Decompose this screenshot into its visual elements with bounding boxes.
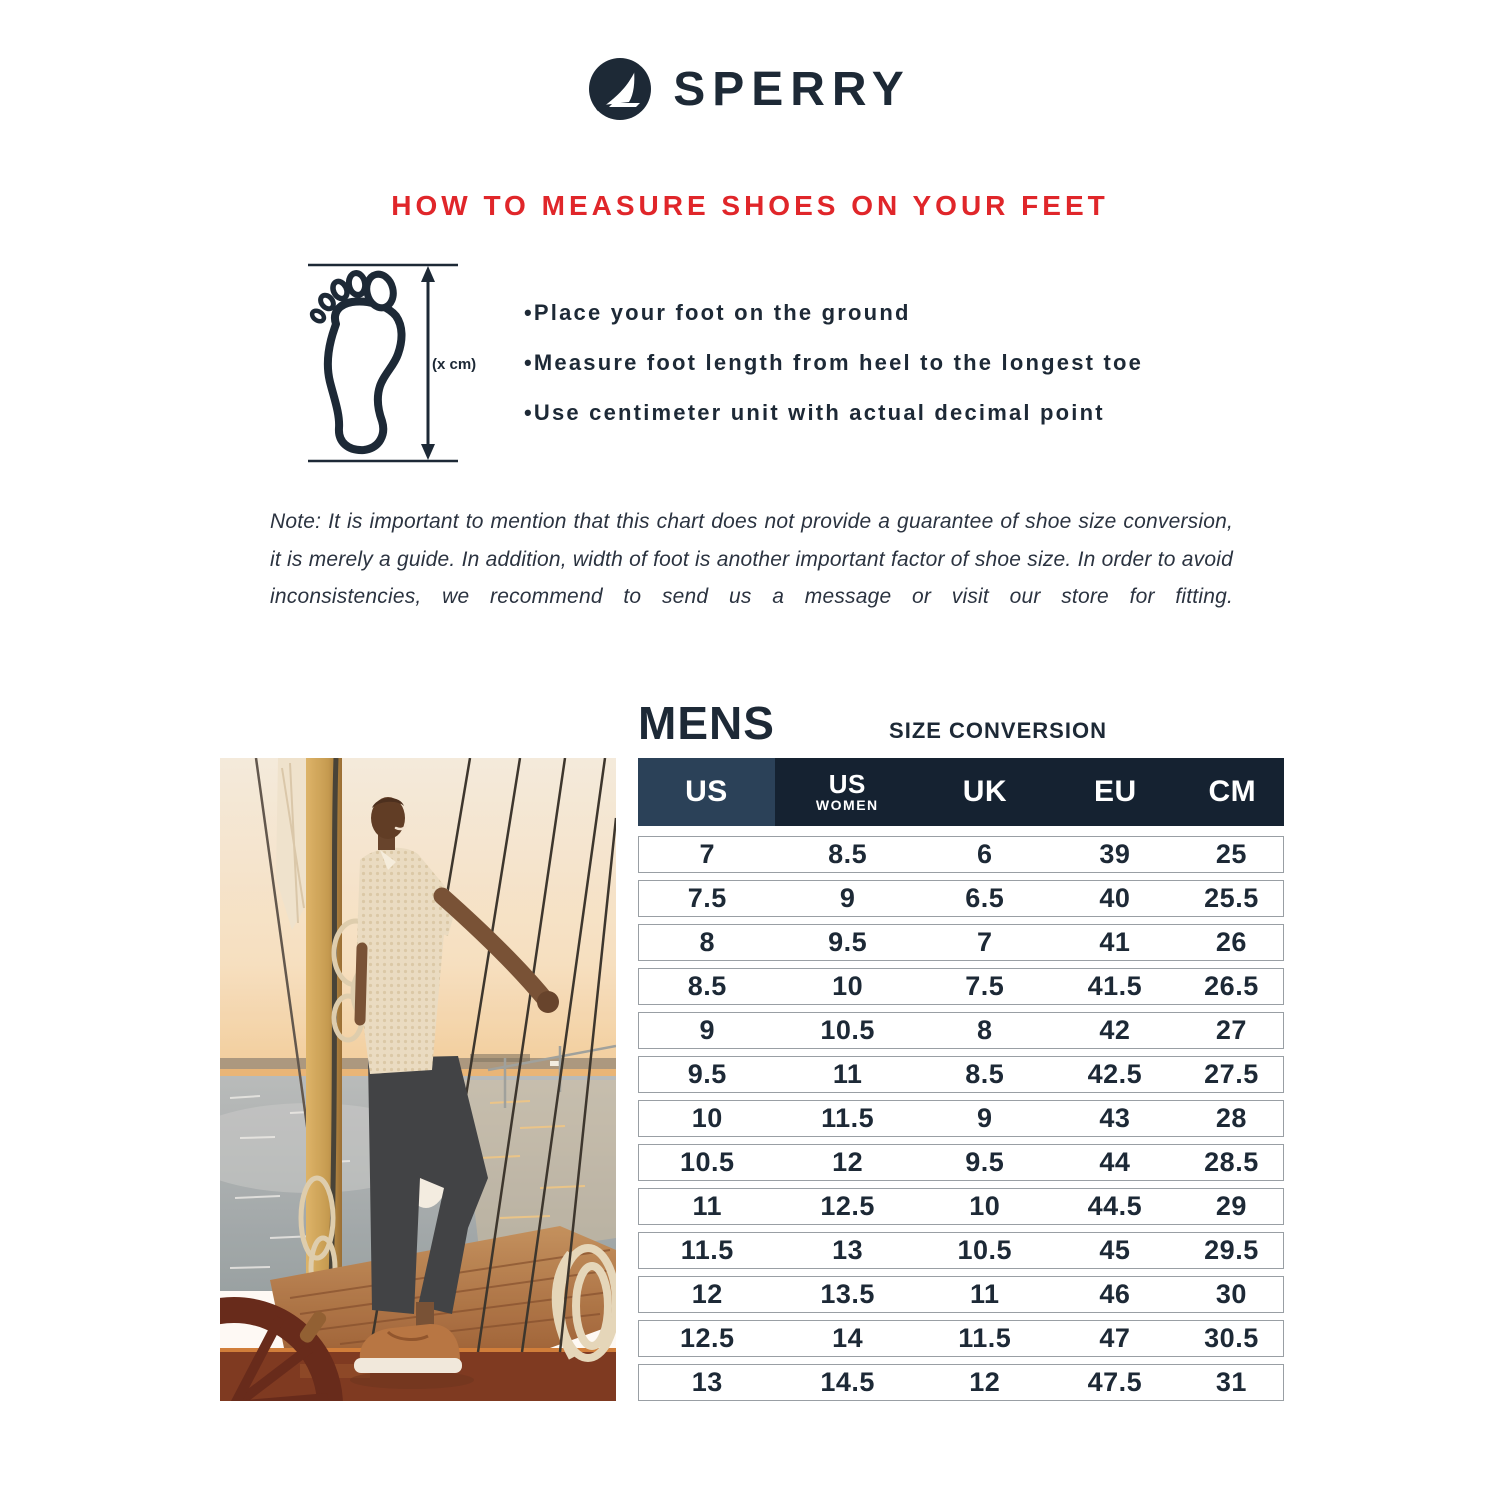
cell-uk: 7 (977, 927, 993, 957)
cell-cm: 26 (1215, 927, 1247, 957)
brand-header (0, 58, 1500, 120)
header-eu-label: EU (1094, 775, 1137, 808)
header-us-label: US (685, 775, 728, 808)
cell-us: 7 (699, 839, 716, 869)
cell-us-women: 14 (832, 1323, 864, 1353)
cell-us-women: 13 (832, 1235, 864, 1265)
cell-uk: 11 (970, 1279, 1000, 1309)
bullet-item: •Place your foot on the ground (524, 300, 911, 325)
size-conversion-title: SIZE CONVERSION (889, 718, 1107, 743)
table-row (638, 1364, 1284, 1401)
measurement-label: (x cm) (432, 356, 477, 373)
cell-us: 11 (692, 1191, 723, 1221)
cell-us: 8 (699, 927, 716, 957)
table-titles (638, 698, 1284, 758)
cell-eu: 47 (1099, 1323, 1131, 1353)
cell-us-women: 10 (832, 971, 864, 1001)
foot-outline-icon (310, 271, 401, 450)
size-table-body (638, 836, 1284, 1401)
header-cm-label: CM (1208, 775, 1257, 808)
cell-uk: 9 (977, 1103, 993, 1133)
cell-us: 8.5 (687, 971, 727, 1001)
note-text: Note: It is important to mention that this chart does not provide a guarantee of shoe size conversion, it is merely a guide. In addition, width of foot is another important factor of shoe size. In order to avoid inconsistencies, we recommend to send us a message or visit our store for fitting. (270, 510, 1233, 608)
cell-us-women: 9 (839, 883, 856, 913)
header-uk-label: UK (962, 775, 1008, 808)
header-cell-us-women (775, 758, 920, 826)
cell-eu: 41.5 (1087, 971, 1143, 1001)
cell-cm: 31 (1215, 1367, 1247, 1397)
cell-us: 12 (691, 1279, 723, 1309)
page-heading: HOW TO MEASURE SHOES ON YOUR FEET (391, 190, 1109, 221)
cell-us: 13 (691, 1367, 723, 1397)
table-row (638, 924, 1284, 961)
size-conversion-section (638, 698, 1284, 1408)
brand-name: SPERRY (673, 62, 911, 116)
cell-us-women: 11 (832, 1059, 863, 1089)
size-table-header (638, 758, 1284, 826)
cell-uk: 10.5 (957, 1235, 1013, 1265)
table-row (638, 880, 1284, 917)
bullet-list (524, 288, 1143, 438)
cell-cm: 30.5 (1204, 1323, 1259, 1353)
cell-uk: 8 (977, 1015, 993, 1045)
cell-us-women: 12.5 (820, 1191, 875, 1221)
cell-eu: 45 (1099, 1235, 1131, 1265)
cell-uk: 8.5 (965, 1059, 1005, 1089)
table-row (638, 1056, 1284, 1093)
cell-uk: 6 (977, 839, 993, 869)
header-cell-eu (1050, 758, 1180, 826)
bullet-item: •Use centimeter unit with actual decimal point (524, 400, 1105, 425)
cell-eu: 47.5 (1087, 1367, 1143, 1397)
cell-us-women: 12 (832, 1147, 864, 1177)
cell-eu: 41 (1099, 927, 1131, 957)
cell-cm: 29 (1215, 1191, 1247, 1221)
table-row (638, 1232, 1284, 1269)
cell-eu: 42 (1099, 1015, 1131, 1045)
header-us-women-top: US (828, 769, 866, 799)
cell-eu: 44 (1099, 1147, 1131, 1177)
bullet-item: •Measure foot length from heel to the longest toe (524, 350, 1144, 375)
cell-us: 7.5 (687, 883, 727, 913)
header-cell-uk (920, 758, 1050, 826)
header-cell-us (638, 758, 775, 826)
cell-cm: 25.5 (1204, 883, 1259, 913)
cell-eu: 44.5 (1087, 1191, 1143, 1221)
table-row (638, 836, 1284, 873)
header-us-women-sub: WOMEN (815, 797, 879, 813)
cell-eu: 42.5 (1087, 1059, 1143, 1089)
lifestyle-photo (220, 758, 616, 1401)
cell-cm: 30 (1215, 1279, 1247, 1309)
cell-cm: 28.5 (1204, 1147, 1259, 1177)
cell-eu: 40 (1099, 883, 1131, 913)
cell-uk: 7.5 (965, 971, 1005, 1001)
cell-cm: 29.5 (1204, 1235, 1259, 1265)
cell-cm: 26.5 (1204, 971, 1259, 1001)
table-row (638, 1012, 1284, 1049)
cell-us-women: 9.5 (828, 927, 868, 957)
sperry-sailboat-icon (589, 58, 651, 120)
cell-uk: 10 (969, 1191, 1001, 1221)
cell-eu: 39 (1099, 839, 1131, 869)
table-row (638, 1320, 1284, 1357)
cell-cm: 27.5 (1204, 1059, 1259, 1089)
cell-eu: 46 (1099, 1279, 1131, 1309)
mens-title: MENS (638, 697, 775, 749)
cell-uk: 11.5 (958, 1323, 1012, 1353)
cell-us-women: 10.5 (820, 1015, 875, 1045)
cell-us: 9.5 (687, 1059, 727, 1089)
cell-us-women: 13.5 (820, 1279, 875, 1309)
cell-cm: 28 (1215, 1103, 1247, 1133)
table-row (638, 968, 1284, 1005)
cell-us-women: 8.5 (828, 839, 868, 869)
cell-us: 9 (699, 1015, 716, 1045)
cell-uk: 9.5 (965, 1147, 1005, 1177)
cell-cm: 25 (1215, 839, 1247, 869)
cell-us: 11.5 (680, 1235, 734, 1265)
cell-us: 10 (691, 1103, 723, 1133)
table-row (638, 1144, 1284, 1181)
cell-uk: 6.5 (965, 883, 1005, 913)
foot-diagram (306, 258, 476, 468)
cell-us-women: 14.5 (820, 1367, 875, 1397)
cell-us: 12.5 (679, 1323, 735, 1353)
cell-us: 10.5 (679, 1147, 735, 1177)
header-cell-cm (1181, 758, 1284, 826)
cell-uk: 12 (969, 1367, 1001, 1397)
table-row (638, 1188, 1284, 1225)
table-row (638, 1276, 1284, 1313)
cell-cm: 27 (1215, 1015, 1247, 1045)
cell-eu: 43 (1099, 1103, 1131, 1133)
table-row (638, 1100, 1284, 1137)
cell-us-women: 11.5 (821, 1103, 875, 1133)
